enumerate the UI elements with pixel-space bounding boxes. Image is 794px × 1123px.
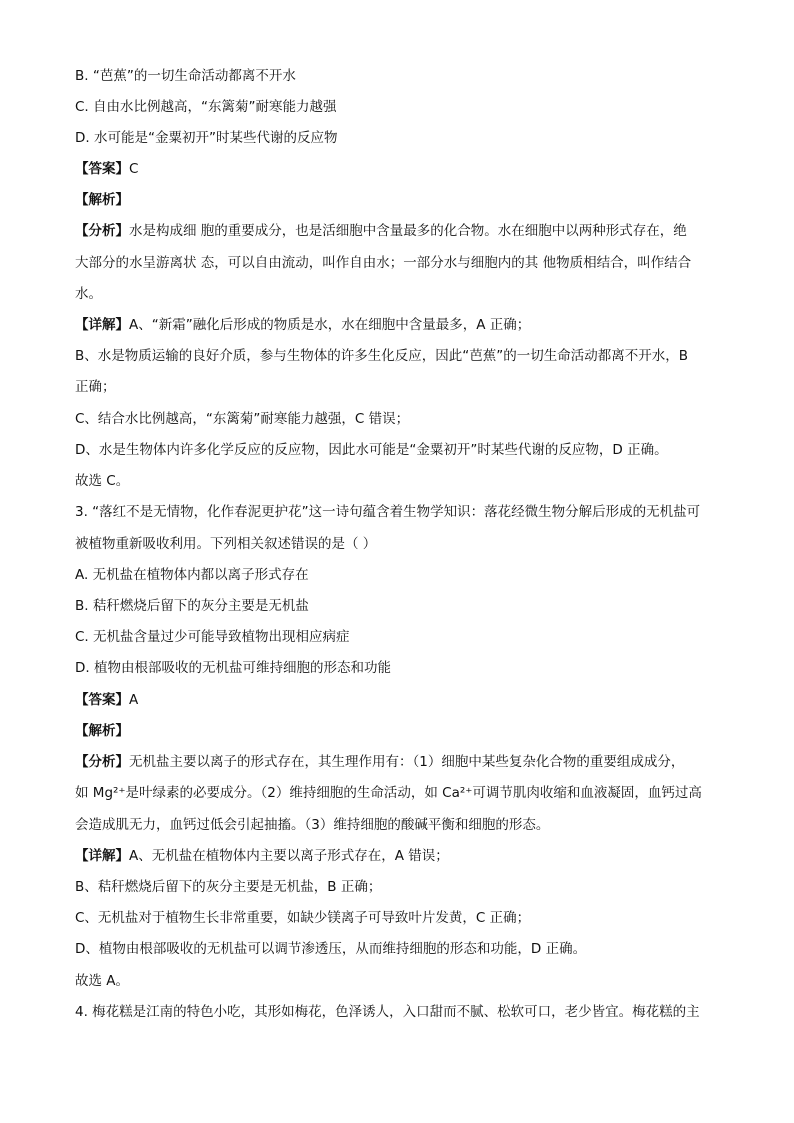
detail-tag: 【详解】 — [75, 848, 129, 864]
fenxi-tag: 【分析】 — [75, 223, 129, 239]
fenxi-text: 水是构成细 胞的重要成分，也是活细胞中含量最多的化合物。水在细胞中以两种形式存在，绝 — [129, 223, 687, 239]
body-line: D、水是生物体内许多化学反应的反应物，因此水可能是“金粟初开”时某些代谢的反应物，D 正确。 — [75, 442, 668, 458]
option-d-line: D. 水可能是“金粟初开”时某些代谢的反应物 — [75, 130, 338, 146]
detail-tag: 【详解】 — [75, 317, 129, 333]
body-line: B、水是物质运输的良好介质，参与生物体的许多生化反应，因此“芭蕉”的一切生命活动都离不开水，B — [75, 348, 689, 364]
option-c-line: C. 自由水比例越高，“东篱菊”耐寒能力越强 — [75, 99, 337, 115]
analysis-heading — [75, 721, 734, 741]
conclusion-line: 故选 A。 — [75, 973, 130, 989]
body-line: D、植物由根部吸收的无机盐可以调节渗透压，从而维持细胞的形态和功能，D 正确。 — [75, 941, 587, 957]
answer-tag: 【答案】 — [75, 692, 129, 708]
conclusion-line: 故选 C。 — [75, 473, 130, 489]
body-line: 大部分的水呈游离状 态，可以自由流动，叫作自由水；一部分水与细胞内的其 他物质相结合，叫作结合 — [75, 255, 692, 271]
option-b-line: B. “芭蕉”的一切生命活动都离不开水 — [75, 68, 296, 84]
body-line: 水。 — [75, 286, 102, 302]
detail-line — [75, 315, 734, 335]
question-3-stem-cont: 被植物重新吸收利用。下列相关叙述错误的是（ ） — [75, 536, 377, 552]
detail-text: A、“新霜”融化后形成的物质是水，水在细胞中含量最多，A 正确； — [129, 317, 531, 333]
body-line: C、无机盐对于植物生长非常重要，如缺少镁离子可导致叶片发黄，C 正确； — [75, 910, 531, 926]
analysis-tag: 【解析】 — [75, 192, 129, 208]
option-b-line: B. 秸秆燃烧后留下的灰分主要是无机盐 — [75, 598, 309, 614]
option-a-line: A. 无机盐在植物体内都以离子形式存在 — [75, 567, 309, 583]
answer-line — [75, 690, 734, 710]
detail-text: A、无机盐在植物体内主要以离子形式存在，A 错误； — [129, 848, 449, 864]
detail-line — [75, 846, 734, 866]
analysis-heading — [75, 190, 734, 210]
question-4-stem: 4. 梅花糕是江南的特色小吃，其形如梅花，色泽诱人，入口甜而不腻、松软可口，老少皆宜。梅花糕的主 — [75, 1004, 700, 1020]
option-d-line: D. 植物由根部吸收的无机盐可维持细胞的形态和功能 — [75, 660, 391, 676]
body-line: B、秸秆燃烧后留下的灰分主要是无机盐，B 正确； — [75, 879, 382, 895]
answer-tag: 【答案】 — [75, 161, 129, 177]
fenxi-text: 无机盐主要以离子的形式存在，其生理作用有：（1）细胞中某些复杂化合物的重要组成成分， — [129, 754, 685, 770]
fenxi-tag: 【分析】 — [75, 754, 129, 770]
body-line: 如 Mg²⁺是叶绿素的必要成分。（2）维持细胞的生命活动，如 Ca²⁺可调节肌肉收缩和血液凝固，血钙过高 — [75, 785, 702, 801]
answer-line — [75, 159, 734, 179]
fenxi-line — [75, 752, 734, 772]
option-c-line: C. 无机盐含量过少可能导致植物出现相应病症 — [75, 629, 350, 645]
analysis-tag: 【解析】 — [75, 723, 129, 739]
fenxi-line — [75, 221, 734, 241]
answer-value: C — [129, 161, 139, 177]
question-3-stem: 3. “落红不是无情物，化作春泥更护花”这一诗句蕴含着生物学知识：落花经微生物分解后形成的无机盐可 — [75, 504, 701, 520]
answer-value: A — [129, 692, 139, 708]
body-line: 会造成肌无力，血钙过低会引起抽搐。（3）维持细胞的酸碱平衡和细胞的形态。 — [75, 817, 550, 833]
body-line: 正确； — [75, 379, 116, 395]
body-line: C、结合水比例越高，“东篱菊”耐寒能力越强，C 错误； — [75, 411, 410, 427]
